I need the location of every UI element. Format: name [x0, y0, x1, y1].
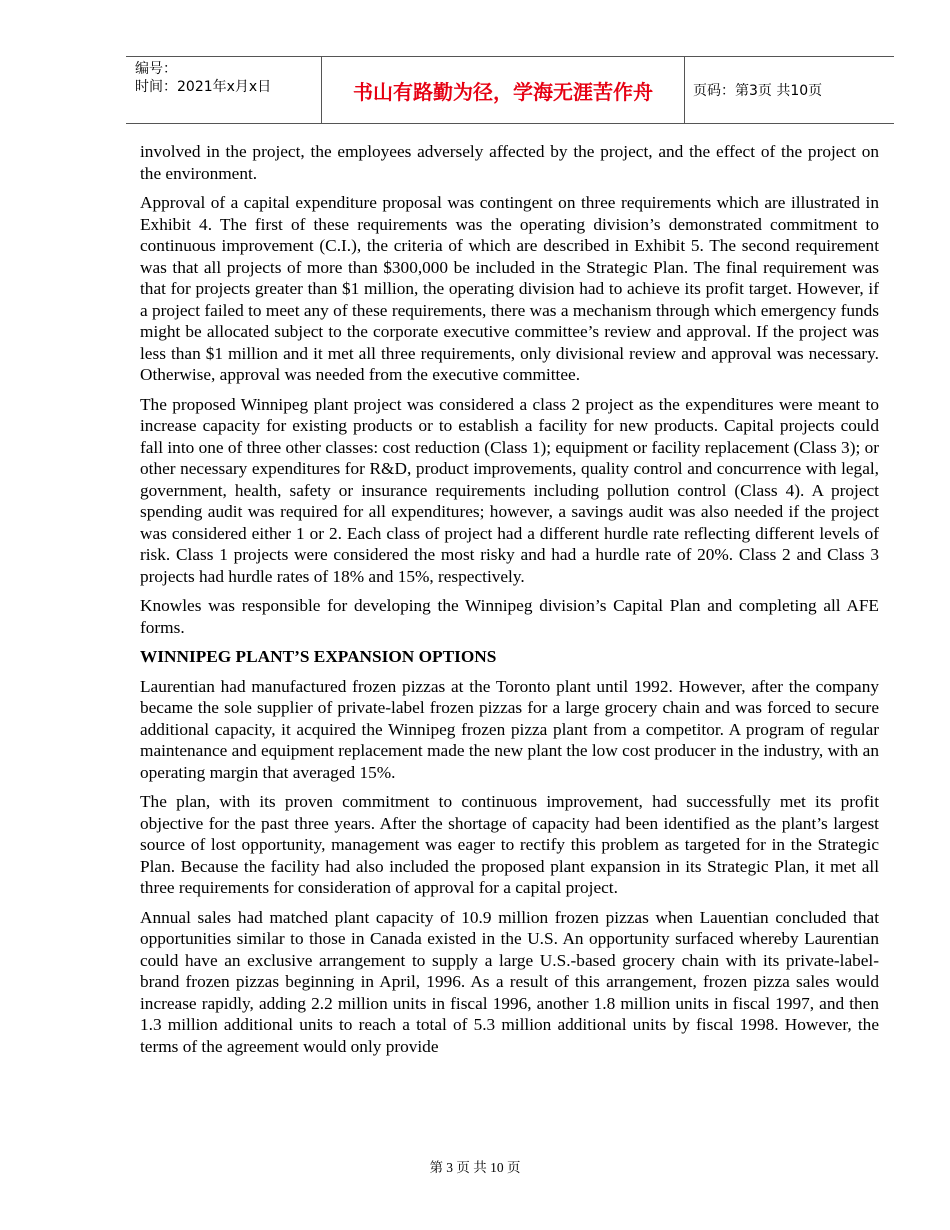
document-body	[140, 141, 879, 1065]
header-motto: 书山有路勤为径，学海无涯苦作舟	[322, 57, 685, 123]
header-page-info: 页码：第3页 共10页	[693, 83, 823, 99]
paragraph: The proposed Winnipeg plant project was considered a class 2 project as the expenditures were meant to increase capacity for existing products or to establish a facility for new products. Capital projects could fall into one of three other classes: cost reduction (Class 1); equipment or facility replacement (Class 3); or other necessary expenditures for R&D, product improvements, quality control and concurrence with legal, government, health, safety or insurance requirements including pollution control (Class 4). A project spending audit was required for all expenditures; however, a savings audit was also needed if the project was considered either 1 or 2. Each class of project had a different hurdle rate reflecting different levels of risk. Class 1 projects were considered the most risky and had a hurdle rate of 20%. Class 2 and Class 3 projects had hurdle rates of 18% and 15%, respectively.	[140, 394, 879, 586]
paragraph: Annual sales had matched plant capacity of 10.9 million frozen pizzas when Lauentian concluded that opportunities similar to those in Canada existed in the U.S. An opportunity surfaced whereby Laurentian could have an exclusive arrangement to supply a large U.S.-based grocery chain with its private-label-brand frozen pizzas beginning in April, 1996. As a result of this arrangement, frozen pizza sales would increase rapidly, adding 2.2 million units in fiscal 1996, another 1.8 million units in fiscal 1997, and then 1.3 million additional units to reach a total of 5.3 million additional units by fiscal 1998. However, the terms of the agreement would only provide	[140, 907, 879, 1056]
header-meta	[126, 57, 322, 123]
paragraph: involved in the project, the employees adversely affected by the project, and the effect of the project on the environment.	[140, 142, 879, 183]
paragraph: Approval of a capital expenditure proposal was contingent on three requirements which are illustrated in Exhibit 4. The first of these requirements was the operating division’s demonstrated commitment to continuous improvement (C.I.), the criteria of which are described in Exhibit 5. The second requirement was that all projects of more than $300,000 be included in the Strategic Plan. The final requirement was that for projects greater than $1 million, the operating division had to achieve its profit target. However, if a project failed to meet any of these requirements, there was a mechanism through which emergency funds might be allocated subject to the corporate executive committee’s review and approval. If the project was less than $1 million and it met all three requirements, only divisional review and approval was necessary. Otherwise, approval was needed from the executive committee.	[140, 193, 879, 384]
document-time-label: 时间：2021年x月x日	[135, 79, 272, 95]
page-header	[126, 56, 894, 124]
paragraph: The plan, with its proven commitment to continuous improvement, had successfully met its profit objective for the past three years. After the shortage of capacity had been identified as the plant’s largest source of lost opportunity, management was eager to rectify this problem as targeted for in the Strategic Plan. Because the facility had also included the proposed plant expansion in its Strategic Plan, it met all three requirements for consideration of approval for a capital project.	[140, 792, 879, 897]
paragraph: Laurentian had manufactured frozen pizzas at the Toronto plant until 1992. However, after the company became the sole supplier of private-label frozen pizzas for a large grocery chain and was forced to secure additional capacity, it acquired the Winnipeg frozen pizza plant from a competitor. A program of regular maintenance and equipment replacement made the new plant the low cost producer in the industry, with an operating margin that averaged 15%.	[140, 676, 879, 782]
section-heading: WINNIPEG PLANT’S EXPANSION OPTIONS	[140, 647, 497, 666]
paragraph: Knowles was responsible for developing the Winnipeg division’s Capital Plan and completing all AFE forms.	[140, 596, 879, 637]
page-footer: 第 3 页 共 10 页	[429, 1160, 521, 1175]
document-number-label: 编号：	[135, 61, 177, 77]
